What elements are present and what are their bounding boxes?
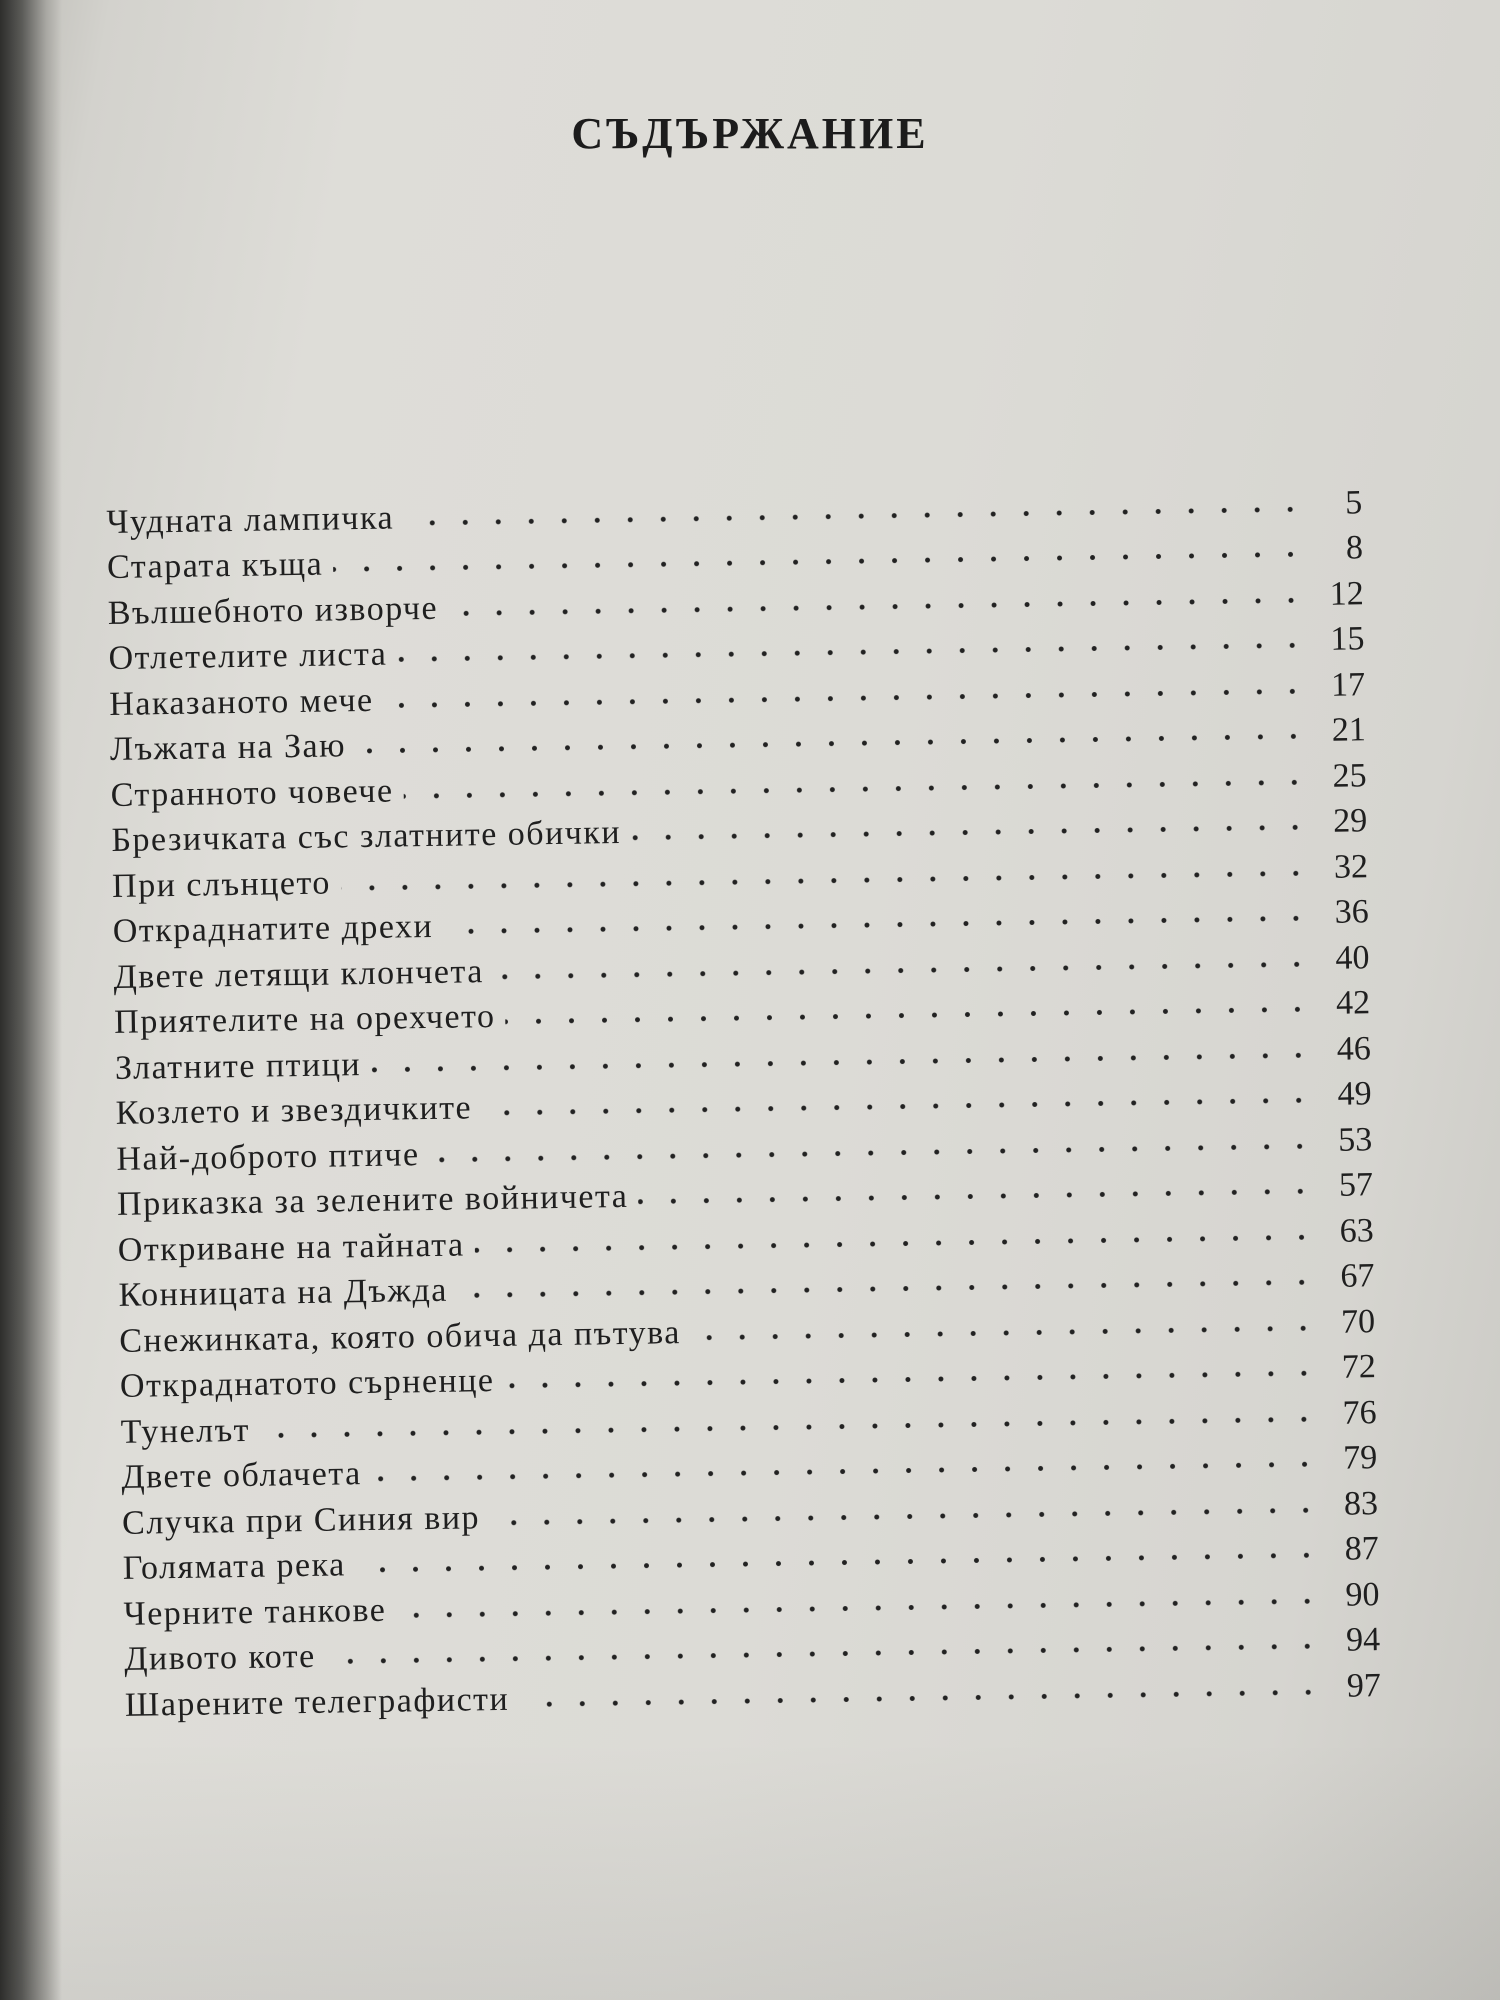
dot-leader	[691, 1323, 1320, 1343]
toc-entry-title: Откраднатото сърненце	[119, 1362, 495, 1405]
dot-leader	[494, 959, 1314, 982]
toc-entry-page: 79	[1342, 1439, 1378, 1477]
toc-entry-page: 53	[1337, 1120, 1373, 1159]
toc-entry-title: Случка при Синия вир	[121, 1498, 481, 1542]
toc-entry-title: Двете облачета	[121, 1455, 362, 1496]
page-shading	[0, 1740, 1500, 2000]
toc-entry-page: 32	[1333, 847, 1369, 886]
toc-entry-title: Странното човече	[110, 772, 394, 814]
toc-entry-title: Конницата на Дъжда	[118, 1271, 449, 1314]
toc-entry-page: 29	[1332, 802, 1368, 840]
toc-entry-title: Шарените телеграфисти	[124, 1680, 510, 1724]
toc-entry-page: 25	[1332, 756, 1367, 795]
toc-entry-title: Черните танкове	[123, 1591, 387, 1633]
toc-entry-page: 72	[1341, 1348, 1377, 1386]
toc-entry-page: 42	[1335, 984, 1371, 1022]
dot-leader	[490, 1505, 1322, 1528]
table-of-contents	[106, 476, 1381, 1724]
toc-entry-title: Приказка за зелените войничета	[116, 1177, 629, 1223]
toc-entry-title: Дивото коте	[123, 1637, 317, 1678]
toc-entry-title: Двете летящи клончета	[113, 952, 485, 996]
toc-entry-title: Откраднатите дрехи	[112, 907, 434, 950]
toc-entry-title: Снежинката, която обича да пътува	[118, 1313, 682, 1360]
toc-entry-page: 87	[1344, 1530, 1379, 1568]
toc-entry-page: 76	[1342, 1393, 1377, 1432]
dot-leader	[475, 1232, 1318, 1255]
toc-entry-page: 94	[1345, 1621, 1381, 1659]
toc-entry-page: 21	[1331, 711, 1367, 749]
toc-entry-page: 70	[1340, 1302, 1376, 1341]
toc-entry-title: Тунелът	[120, 1411, 251, 1451]
toc-entry-page: 12	[1329, 574, 1364, 613]
toc-entry-page: 90	[1345, 1575, 1380, 1614]
dot-leader	[519, 1687, 1325, 1710]
dot-leader	[504, 1368, 1320, 1391]
toc-entry-title: Вълшебното изворче	[107, 589, 439, 632]
toc-entry-title: Най-доброто птиче	[116, 1135, 420, 1178]
dot-leader	[638, 1186, 1317, 1207]
dot-leader	[631, 822, 1311, 843]
dot-leader	[506, 1004, 1315, 1027]
toc-entry-page: 63	[1339, 1211, 1374, 1250]
toc-entry-page: 97	[1346, 1666, 1382, 1705]
toc-entry-title: Отлетелите листа	[108, 635, 388, 677]
dot-leader	[482, 1095, 1316, 1118]
toc-entry-page: 83	[1343, 1484, 1379, 1523]
spine-shadow	[0, 0, 62, 2000]
toc-entry-title: Старата къща	[106, 545, 324, 586]
toc-entry-page: 36	[1334, 893, 1369, 931]
toc-entry-title: Откриване на тайната	[117, 1225, 465, 1269]
toc-entry-title: Чудната лампичка	[106, 498, 395, 541]
toc-entry-page: 57	[1338, 1166, 1374, 1204]
toc-entry-title: При слънцето	[111, 864, 332, 905]
toc-entry-page: 5	[1344, 483, 1363, 522]
toc-entry-title: Приятелите на орехчето	[113, 997, 496, 1041]
toc-entry-page: 67	[1340, 1257, 1375, 1295]
toc-entry-page: 40	[1335, 938, 1370, 977]
toc-entry-page: 17	[1330, 665, 1366, 704]
toc-entry-page: 15	[1330, 620, 1365, 658]
toc-entry-page: 49	[1337, 1075, 1372, 1113]
dot-leader	[448, 595, 1308, 619]
toc-entry-title: Лъжата на Заю	[109, 727, 347, 768]
toc-entry-title: Козлето и звездичките	[115, 1089, 473, 1132]
dot-leader	[458, 1277, 1319, 1301]
toc-entry-title: Наказаното мече	[108, 681, 374, 723]
toc-entry-title: Брезичката със златните обички	[111, 813, 622, 859]
toc-entry-page: 8	[1345, 529, 1364, 567]
toc-entry-page: 46	[1336, 1029, 1372, 1068]
page-title: СЪДЪРЖАНИЕ	[571, 109, 929, 158]
toc-entry-title: Голямата река	[122, 1546, 346, 1587]
toc-entry-title: Златните птици	[114, 1045, 362, 1087]
